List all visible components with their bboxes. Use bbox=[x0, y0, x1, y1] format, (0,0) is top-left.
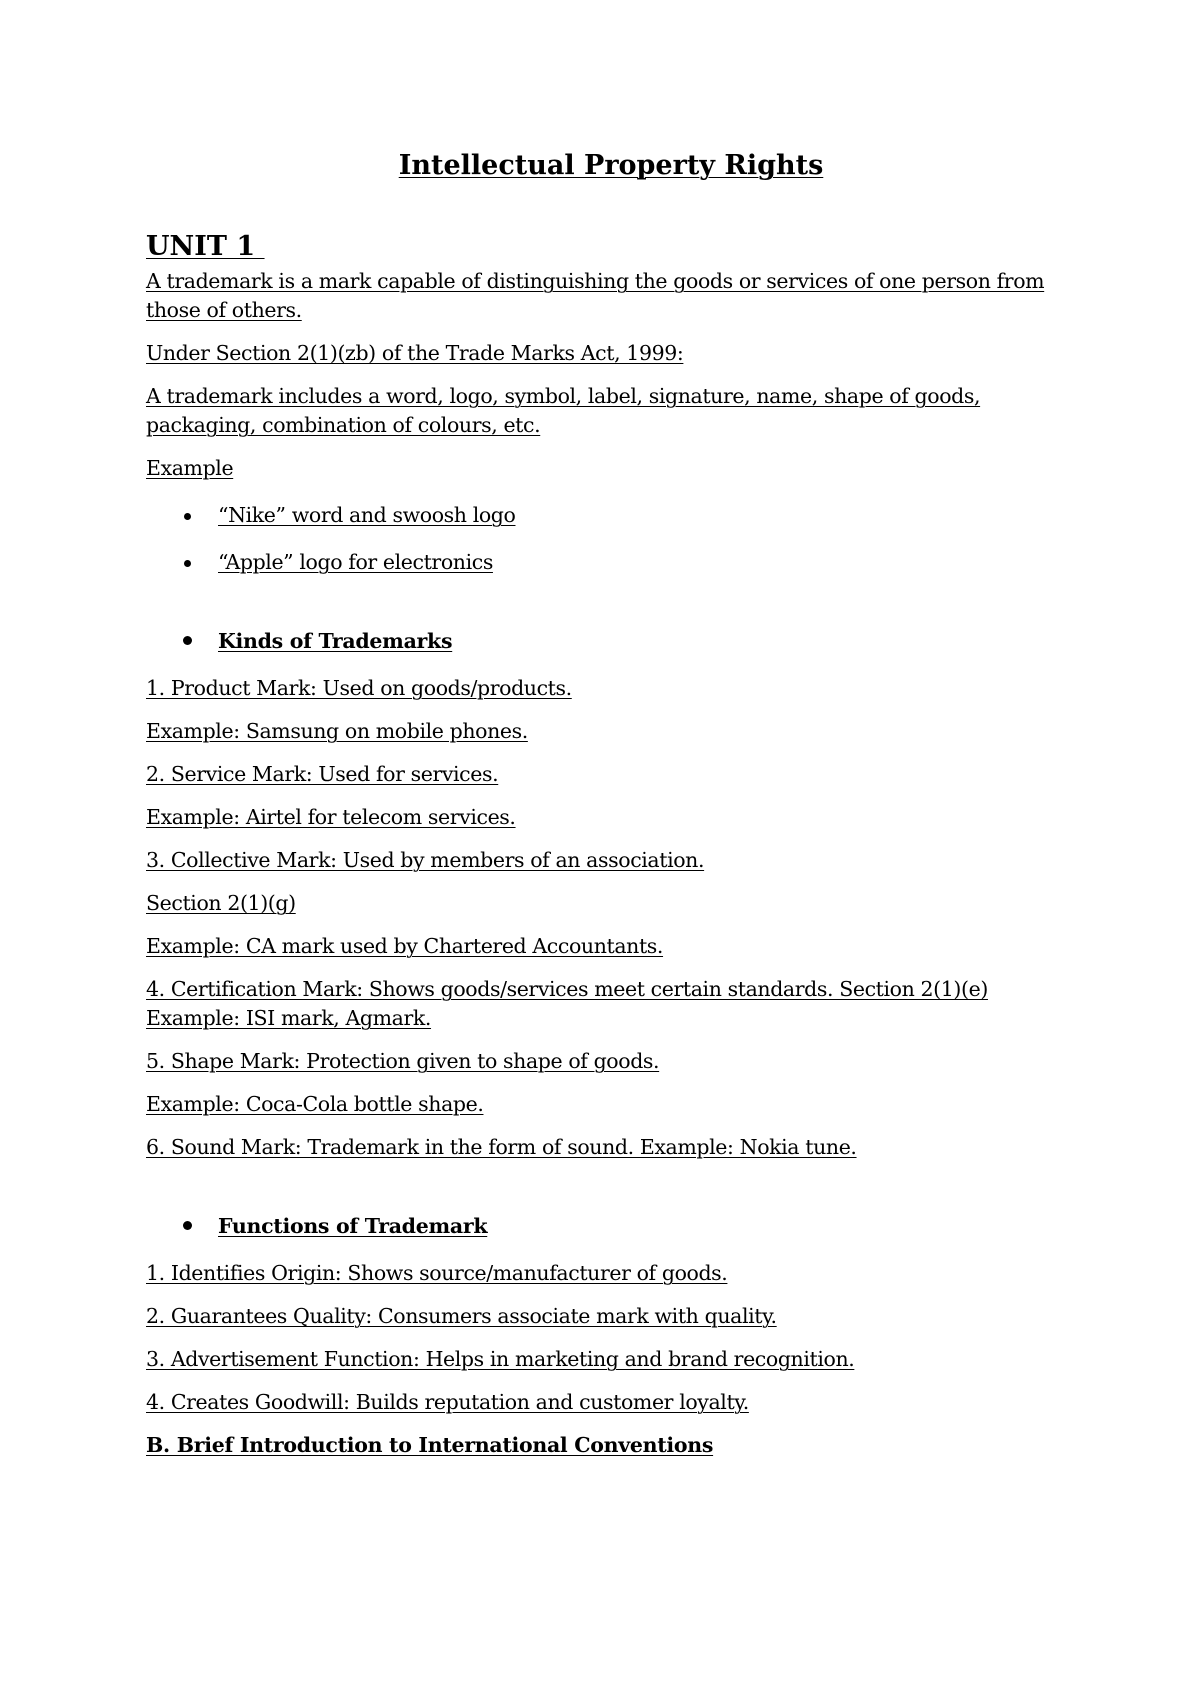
kinds-line: 5. Shape Mark: Protection given to shape of goods. bbox=[146, 1049, 660, 1073]
intro-includes: A trademark includes a word, logo, symbol, label, signature, name, shape of goods, packaging, combination of colours, etc. bbox=[146, 384, 981, 437]
functions-heading: Functions of Trademark bbox=[146, 1212, 1076, 1241]
example-list bbox=[146, 501, 1076, 577]
kinds-line: 3. Collective Mark: Used by members of an association. bbox=[146, 848, 705, 872]
bullet-icon bbox=[183, 636, 192, 645]
document-body bbox=[146, 146, 1076, 1460]
unit-heading: UNIT 1 bbox=[146, 231, 265, 262]
functions-line: 1. Identifies Origin: Shows source/manufacturer of goods. bbox=[146, 1261, 728, 1285]
kinds-line: 2. Service Mark: Used for services. bbox=[146, 762, 499, 786]
intro-section-reference: Under Section 2(1)(zb) of the Trade Marks Act, 1999: bbox=[146, 341, 684, 365]
functions-line: 4. Creates Goodwill: Builds reputation and customer loyalty. bbox=[146, 1390, 749, 1414]
bullet-icon bbox=[183, 1221, 192, 1230]
kinds-line: Example: Airtel for telecom services. bbox=[146, 805, 516, 829]
kinds-line: 6. Sound Mark: Trademark in the form of sound. Example: Nokia tune. bbox=[146, 1135, 857, 1159]
bullet-icon bbox=[184, 560, 191, 567]
kinds-line: Example: Samsung on mobile phones. bbox=[146, 719, 528, 743]
kinds-line: Section 2(1)(g) bbox=[146, 891, 296, 915]
document-title: Intellectual Property Rights bbox=[398, 150, 824, 181]
intro-example-label: Example bbox=[146, 456, 234, 480]
list-item: “Apple” logo for electronics bbox=[146, 548, 1076, 577]
kinds-heading: Kinds of Trademarks bbox=[146, 627, 1076, 656]
kinds-line: Example: CA mark used by Chartered Accountants. bbox=[146, 934, 664, 958]
intro-definition: A trademark is a mark capable of distinguishing the goods or services of one person from those of others. bbox=[146, 269, 1045, 322]
functions-line: 2. Guarantees Quality: Consumers associate mark with quality. bbox=[146, 1304, 777, 1328]
kinds-line: 1. Product Mark: Used on goods/products. bbox=[146, 676, 572, 700]
list-item: “Nike” word and swoosh logo bbox=[146, 501, 1076, 530]
bullet-icon bbox=[184, 513, 191, 520]
kinds-line: Example: Coca-Cola bottle shape. bbox=[146, 1092, 484, 1116]
kinds-line: 4. Certification Mark: Shows goods/services meet certain standards. Section 2(1)(e) Example: ISI mark, Agmark. bbox=[146, 977, 988, 1030]
section-b-heading: B. Brief Introduction to International Conventions bbox=[146, 1433, 714, 1457]
functions-line: 3. Advertisement Function: Helps in marketing and brand recognition. bbox=[146, 1347, 855, 1371]
